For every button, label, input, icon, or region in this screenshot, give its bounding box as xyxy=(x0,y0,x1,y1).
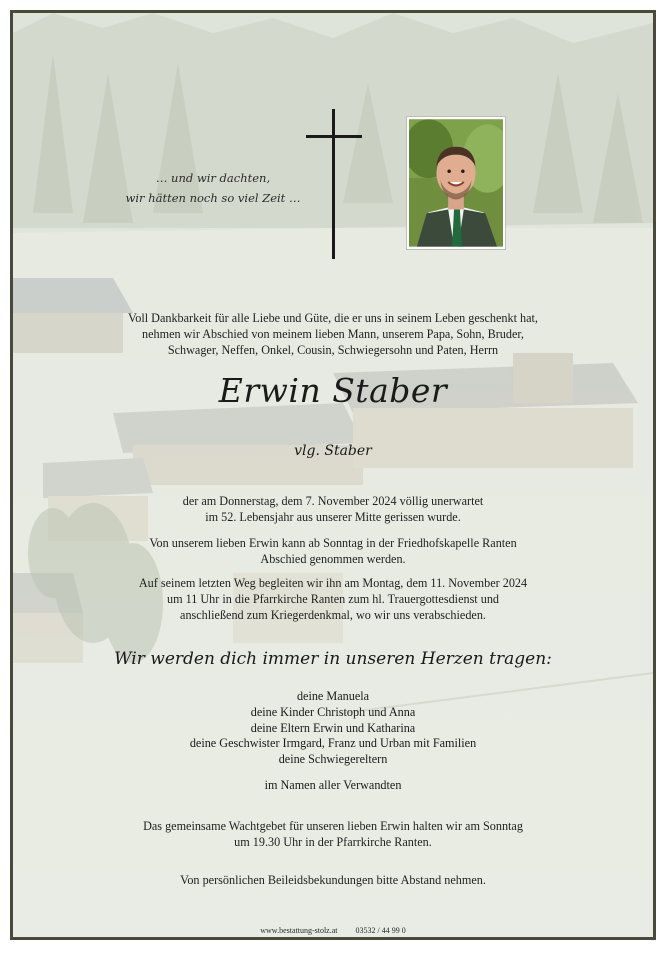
vigil-line: um 19.30 Uhr in der Pfarrkirche Ranten. xyxy=(234,834,432,849)
mourner-line: deine Schwiegereltern xyxy=(278,752,388,767)
funeral-notice xyxy=(53,576,613,623)
death-notice xyxy=(53,494,613,526)
footer xyxy=(213,926,453,935)
deceased-name: Erwin Staber xyxy=(218,371,448,410)
death-notice-line: der am Donnerstag, dem 7. November 2024 völlig unerwartet xyxy=(182,494,484,508)
funeral-line: anschließend zum Kriegerdenkmal, wo wir uns verabschieden. xyxy=(180,607,486,622)
mourners-list xyxy=(53,689,613,794)
funeral-line: Auf seinem letzten Weg begleiten wir ihn am Montag, dem 11. November 2024 xyxy=(138,576,528,590)
footer-website: www.bestattung-stolz.at xyxy=(260,926,338,935)
motto-line: … und wir dachten, xyxy=(155,171,271,185)
mourner-line: im Namen aller Verwandten xyxy=(264,777,402,792)
intro-line: Schwager, Neffen, Onkel, Cousin, Schwiegersohn und Paten, Herrn xyxy=(167,343,499,358)
mourner-line: deine Eltern Erwin und Katharina xyxy=(250,720,416,735)
condolence-note: Von persönlichen Beileidsbekundungen bitte Abstand nehmen. xyxy=(180,873,486,887)
mourner-line: deine Geschwister Irmgard, Franz und Urban mit Familien xyxy=(189,736,477,751)
farewell-line: Abschied genommen werden. xyxy=(260,551,406,566)
obituary-frame xyxy=(10,10,656,940)
deceased-nickname: vlg. Staber xyxy=(294,443,372,459)
intro-text xyxy=(53,310,613,359)
obituary-content xyxy=(13,13,653,937)
portrait-image xyxy=(409,119,503,247)
farewell-notice xyxy=(53,536,613,568)
death-notice-line: im 52. Lebensjahr aus unserer Mitte gerissen wurde. xyxy=(205,509,461,524)
motto-line: wir hätten noch so viel Zeit … xyxy=(125,191,301,205)
heart-line: Wir werden dich immer in unseren Herzen tragen: xyxy=(114,649,552,669)
cross-icon xyxy=(306,109,362,259)
intro-line: nehmen wir Abschied von meinem lieben Mann, unserem Papa, Sohn, Bruder, xyxy=(142,327,524,342)
mourner-line: deine Kinder Christoph und Anna xyxy=(250,704,416,719)
funeral-line: um 11 Uhr in die Pfarrkirche Ranten zum hl. Trauergottesdienst und xyxy=(166,591,500,606)
vigil-notice xyxy=(53,819,613,851)
mourner-line: deine Manuela xyxy=(296,689,370,703)
portrait-photo xyxy=(406,116,506,250)
vigil-line: Das gemeinsame Wachtgebet für unseren lieben Erwin halten wir am Sonntag xyxy=(143,819,523,833)
farewell-line: Von unserem lieben Erwin kann ab Sonntag in der Friedhofskapelle Ranten xyxy=(149,536,517,550)
footer-phone: 03532 / 44 99 0 xyxy=(355,926,406,935)
motto-quote xyxy=(113,168,313,208)
intro-line: Voll Dankbarkeit für alle Liebe und Güte, die er uns in seinem Leben geschenkt hat, xyxy=(128,311,538,325)
